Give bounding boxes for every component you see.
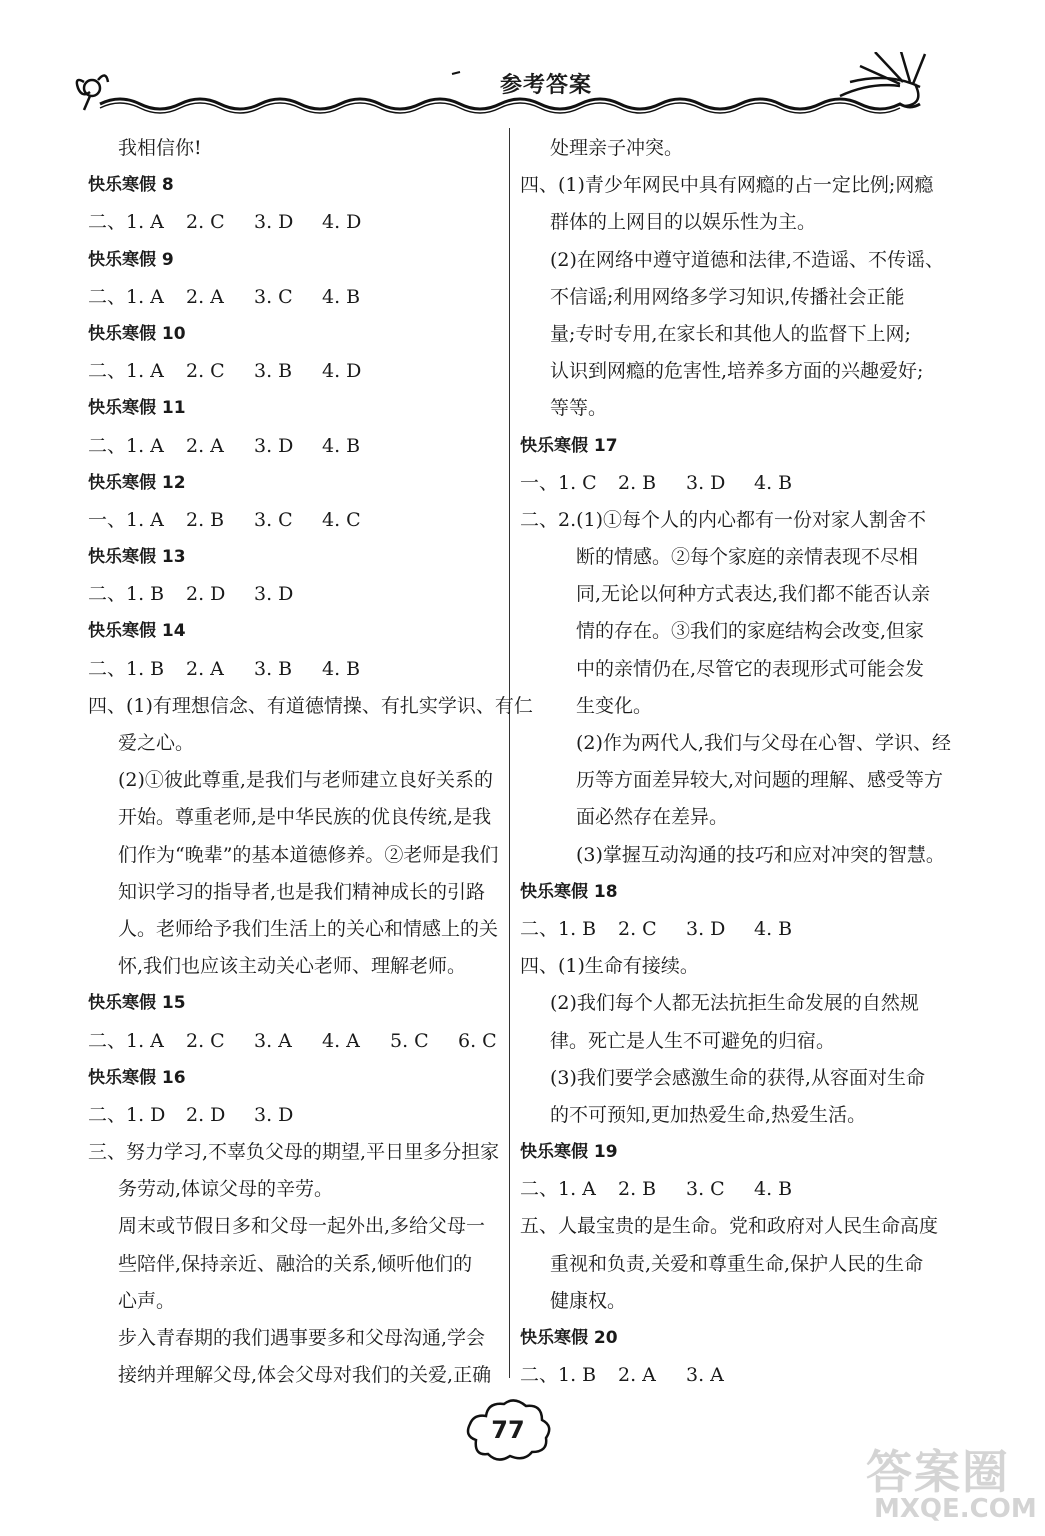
text-line: 处理亲子冲突。	[550, 137, 684, 159]
answer-row	[520, 911, 940, 948]
section-heading: 快乐寒假 8	[88, 175, 174, 196]
section-heading: 快乐寒假 12	[88, 472, 186, 493]
answer-row	[88, 1023, 500, 1060]
section-heading: 快乐寒假 18	[520, 881, 618, 902]
answer-item: 4. C	[322, 508, 361, 531]
section-heading: 快乐寒假 10	[88, 323, 186, 344]
text-line: 人。老师给予我们生活上的关心和情感上的关	[118, 917, 499, 940]
answer-item: 3. C	[254, 508, 293, 531]
text-line: 量;专时专用,在家长和其他人的监督下上网;	[550, 322, 911, 345]
answer-item: 6. C	[458, 1029, 497, 1052]
text-line: 周末或节假日多和父母一起外出,多给父母一	[118, 1215, 486, 1238]
answer-item: 3. D	[254, 211, 294, 234]
text-line: (3)掌握互动沟通的技巧和应对冲突的智慧。	[576, 843, 945, 866]
section-heading: 快乐寒假 11	[88, 398, 186, 419]
answer-item: 3. A	[254, 1029, 292, 1052]
answer-item: 4. B	[754, 471, 793, 494]
text-line: 情的存在。③我们的家庭结构会改变,但家	[576, 620, 925, 643]
answer-row	[88, 502, 500, 539]
answer-item: 2. C	[618, 917, 657, 940]
answer-item: 4. B	[754, 1178, 793, 1201]
answer-row	[520, 465, 940, 502]
watermark	[858, 1436, 1038, 1531]
watermark-logo: 答案圈	[866, 1445, 1010, 1499]
answer-item: 3. D	[254, 434, 294, 457]
section-heading: 快乐寒假 16	[88, 1067, 186, 1088]
text-line: 们作为“晚辈”的基本道德修养。②老师是我们	[118, 843, 499, 866]
page-header	[60, 52, 940, 122]
text-line: 二、2.(1)①每个人的内心都有一份对家人割舍不	[520, 508, 927, 531]
answer-item: 3. B	[254, 657, 293, 680]
flower-icon	[77, 75, 108, 110]
text-line: 历等方面差异较大,对问题的理解、感受等方	[576, 769, 944, 792]
answer-row	[88, 1097, 500, 1134]
page-number-badge	[462, 1396, 554, 1468]
answer-item: 一、1. A	[88, 508, 164, 531]
answer-item: 3. A	[686, 1364, 724, 1387]
answer-row	[88, 576, 500, 613]
page-title: 参考答案	[500, 73, 593, 98]
answer-row	[88, 428, 500, 465]
text-line: 怀,我们也应该主动关心老师、理解老师。	[118, 955, 467, 978]
text-line: 三、努力学习,不辜负父母的期望,平日里多分担家	[88, 1141, 500, 1164]
answer-item: 4. B	[754, 917, 793, 940]
answer-item: 4. B	[322, 657, 361, 680]
text-line: 的不可预知,更加热爱生命,热爱生活。	[550, 1103, 867, 1126]
answer-item: 二、1. A	[88, 434, 164, 457]
answer-item: 二、1. B	[520, 1364, 597, 1387]
answer-item: 4. A	[322, 1029, 360, 1052]
text-line: (2)我们每个人都无法抗拒生命发展的自然规	[550, 992, 919, 1015]
text-line: 健康权。	[550, 1289, 627, 1312]
text-line: 五、人最宝贵的是生命。党和政府对人民生命高度	[520, 1215, 939, 1238]
section-heading: 快乐寒假 17	[520, 435, 618, 456]
answer-item: 二、1. B	[88, 583, 165, 606]
text-line: 面必然存在差异。	[576, 806, 729, 829]
answer-row	[88, 204, 500, 241]
section-heading: 快乐寒假 14	[88, 621, 186, 642]
text-line: 知识学习的指导者,也是我们精神成长的引路	[118, 880, 486, 903]
answer-item: 3. D	[254, 1103, 294, 1126]
answer-item: 2. A	[186, 434, 224, 457]
text-line: 心声。	[118, 1289, 176, 1312]
answer-item: 2. C	[186, 1029, 225, 1052]
text-line: 务劳动,体谅父母的辛劳。	[118, 1178, 334, 1201]
text-line: 不信谣;利用网络多学习知识,传播社会正能	[550, 285, 905, 308]
answer-row	[520, 1171, 940, 1208]
answer-item: 5. C	[390, 1029, 429, 1052]
answer-item: 3. C	[686, 1178, 725, 1201]
text-line: 四、(1)青少年网民中具有网瘾的占一定比例;网瘾	[520, 174, 934, 197]
text-line: 重视和负责,关爱和尊重生命,保护人民的生命	[550, 1252, 924, 1275]
text-line: (2)在网络中遵守道德和法律,不造谣、不传谣、	[550, 248, 944, 271]
section-heading: 快乐寒假 15	[88, 993, 186, 1014]
section-heading: 快乐寒假 19	[520, 1142, 618, 1163]
text-line: 些陪伴,保持亲近、融洽的关系,倾听他们的	[118, 1252, 473, 1275]
answer-item: 4. B	[322, 434, 361, 457]
text-line: 认识到网瘾的危害性,培养多方面的兴趣爱好;	[550, 360, 924, 383]
text-line: 四、(1)有理想信念、有道德情操、有扎实学识、有仁	[88, 694, 533, 717]
answer-row	[88, 353, 500, 390]
right-column	[520, 130, 951, 1394]
text-line: 爱之心。	[118, 732, 195, 754]
section-heading: 快乐寒假 20	[520, 1328, 618, 1348]
text-line: 步入青春期的我们遇事要多和父母沟通,学会	[118, 1327, 486, 1349]
text-line: (2)作为两代人,我们与父母在心智、学识、经	[576, 732, 951, 754]
answer-item: 2. B	[618, 471, 657, 494]
text-line: (3)我们要学会感激生命的获得,从容面对生命	[550, 1066, 925, 1089]
answer-item: 二、1. A	[520, 1178, 596, 1201]
answer-item: 2. D	[186, 583, 226, 606]
answer-item: 2. A	[186, 285, 224, 308]
left-column	[88, 130, 533, 1394]
answer-item: 3. D	[686, 471, 726, 494]
text-line: 我相信你!	[118, 137, 202, 159]
text-line: 等等。	[550, 397, 608, 420]
answer-item: 3. D	[686, 917, 726, 940]
text-line: 同,无论以何种方式表达,我们都不能否认亲	[576, 583, 931, 606]
answer-item: 二、1. A	[88, 1029, 164, 1052]
watermark-url: MXQE.COM	[874, 1494, 1037, 1524]
answer-item: 二、1. D	[88, 1103, 166, 1126]
answer-item: 2. B	[618, 1178, 657, 1201]
text-line: 四、(1)生命有接续。	[520, 955, 699, 978]
answer-item: 4. D	[322, 211, 362, 234]
text-line: 开始。尊重老师,是中华民族的优良传统,是我	[118, 806, 492, 829]
answer-item: 3. B	[254, 360, 293, 383]
text-line: 律。死亡是人生不可避免的归宿。	[550, 1029, 836, 1052]
answer-item: 2. A	[618, 1364, 656, 1387]
text-line: (2)①彼此尊重,是我们与老师建立良好关系的	[118, 769, 493, 792]
column-divider	[509, 128, 510, 1378]
text-line: 断的情感。②每个家庭的亲情表现不尽相	[576, 546, 919, 569]
answer-item: 3. D	[254, 583, 294, 606]
text-line: 接纳并理解父母,体会父母对我们的关爱,正确	[118, 1364, 492, 1387]
plant-icon	[840, 52, 925, 106]
answer-row	[520, 1357, 940, 1394]
answer-item: 二、1. A	[88, 211, 164, 234]
section-heading: 快乐寒假 13	[88, 547, 186, 568]
answer-item: 2. C	[186, 211, 225, 234]
answer-item: 2. D	[186, 1103, 226, 1126]
answer-item: 2. A	[186, 657, 224, 680]
answer-item: 一、1. C	[520, 471, 597, 494]
text-line: 生变化。	[576, 694, 653, 717]
answer-item: 3. C	[254, 285, 293, 308]
answer-item: 2. C	[186, 360, 225, 383]
text-line: 中的亲情仍在,尽管它的表现形式可能会发	[576, 657, 925, 680]
answer-row	[88, 279, 500, 316]
answer-item: 二、1. A	[88, 285, 164, 308]
page-number: 77	[491, 1416, 525, 1444]
answer-item: 二、1. A	[88, 360, 164, 383]
answer-row	[88, 651, 500, 688]
answer-item: 4. B	[322, 285, 361, 308]
answer-item: 二、1. B	[88, 657, 165, 680]
answer-item: 4. D	[322, 360, 362, 383]
answer-item: 二、1. B	[520, 917, 597, 940]
answer-item: 2. B	[186, 508, 225, 531]
text-line: 群体的上网目的以娱乐性为主。	[550, 211, 817, 234]
section-heading: 快乐寒假 9	[88, 249, 174, 270]
